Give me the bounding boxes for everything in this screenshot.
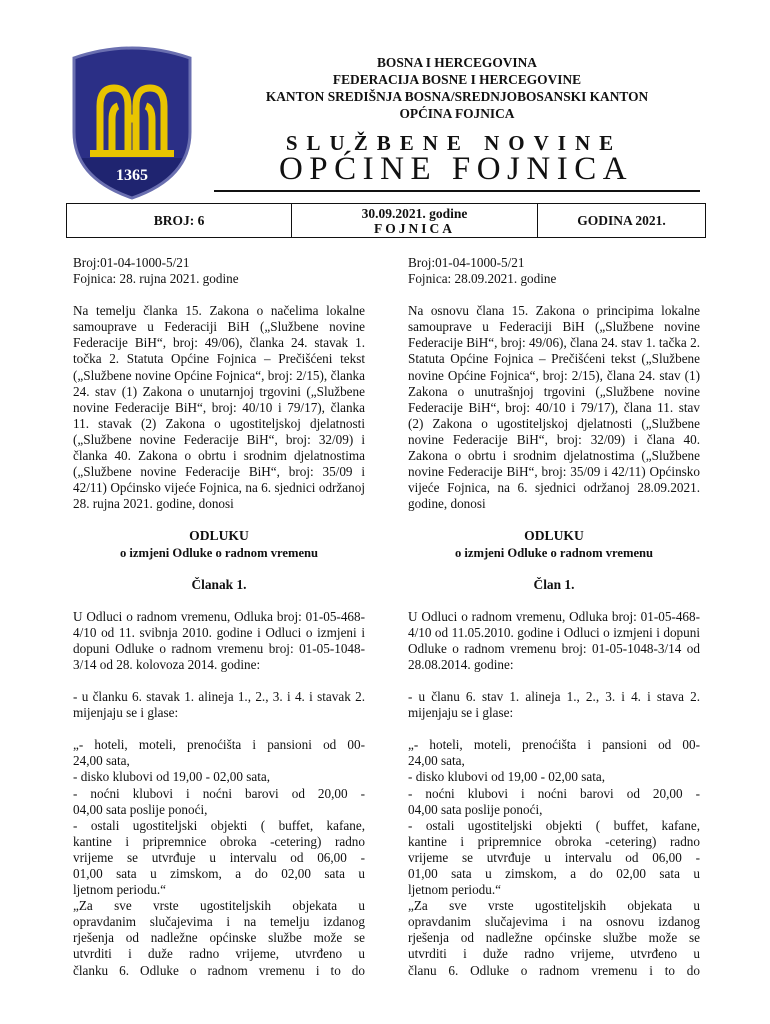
left-place-date: Fojnica: 28. rujna 2021. godine [73, 271, 239, 287]
right-column [408, 255, 700, 979]
left-article-paragraph-1: U Odluci o radnom vremenu, Odluka broj: 01-05-468-4/10 od 11. svibnja 2010. godine i Odluci o izmjeni i dopuni Odluke o radnom vremenu broj: 01-05-1048-3/14 od 28. kolovoza 2014. godine: [73, 608, 365, 672]
right-quote-line: 24,00 sata, [408, 753, 465, 769]
header-line-country: BOSNA I HERCEGOVINA [377, 55, 537, 70]
crest-year: 1365 [116, 167, 148, 184]
left-quote-line: - disko klubovi od 19,00 - 02,00 sata, [73, 769, 271, 785]
right-article-paragraph-1: U Odluci o radnom vremenu, Odluka broj: 01-05-468-4/10 od 11.05.2010. godine i Odluci o izmjeni i dopuni Odluke o radnom vremenu broj: 01-05-1048-3/14 od 28.08.2014. godine: [408, 608, 700, 672]
issue-date: 30.09.2021. godine [361, 205, 468, 221]
header-line-canton: KANTON SREDIŠNJA BOSNA/SREDNJOBOSANSKI KANTON [265, 89, 649, 104]
left-quote-line: ljetnom periodu.“ [73, 882, 167, 898]
left-quote-line: 04,00 sata poslije ponoći, [73, 801, 208, 817]
left-quote-line: „Za sve vrste ugostiteljskih objekata u [73, 898, 365, 914]
left-quote-line: vrijeme se utvrđuje u intervalu od 06,00 - [73, 849, 365, 865]
right-quote-line: 04,00 sata poslije ponoći, [408, 801, 543, 817]
left-quote-line: „- hoteli, moteli, prenoćišta i pansioni od 00- [73, 737, 365, 753]
left-quote-line: opravdanim slučajevima i na temelju izdanog [73, 914, 365, 930]
left-decision-subtitle: o izmjeni Odluke o radnom vremenu [119, 545, 319, 560]
right-article-paragraph-2: - u članu 6. stav 1. alineja 1., 2., 3. i 4. i stava 2. mijenjaju se i glase: [408, 689, 700, 721]
right-quote-line: članu 6. Odluke o radnom vremenu i to do [408, 962, 700, 978]
right-intro-paragraph: Na osnovu člana 15. Zakona o principima lokalne samouprave u Federaciji BiH („Službene novine Federacije BiH“, broj: 49/06), člana 24. stav 1. tačka 2. Statuta Općine Fojnica – Prečišćeni tekst („Službene novine Općine Fojnica“, broj: 2/15), člana 24. stav (1) Zakona o unutrašnjoj trgovini („Službene novine Federacije BiH“, broj: 40/10 i 79/17), člana 11. stav (2) Zakona o ugostiteljskoj djelatnosti („Službene novine Federacije BiH“, broj: 32/09) i člana 40. Zakona o obrtu i srodnim djelatnostima („Službene novine Federacije BiH“, broj: 35/09 i 42/11) Općinsko vijeće Fojnica, na 6. sjednici održanoj 28.09.2021. godine, donosi [408, 303, 700, 512]
header-lines [214, 54, 700, 122]
right-place-date: Fojnica: 28.09.2021. godine [408, 271, 557, 287]
left-quote-line: rješenja od nadležne općinske službe može se [73, 930, 365, 946]
gazette-title-large: OPĆINE FOJNICA [278, 151, 634, 187]
header-rule [214, 190, 700, 192]
right-quote-line: - disko klubovi od 19,00 - 02,00 sata, [408, 769, 606, 785]
left-quoted-text [73, 737, 365, 978]
right-quote-line: - noćni klubovi i noćni barovi od 20,00 - [408, 785, 700, 801]
left-intro-paragraph: Na temelju članka 15. Zakona o načelima lokalne samouprave u Federaciji BiH („Službene novine Federacije BiH“, broj: 49/06), članka 24. stavak 1. točka 2. Statuta Općine Fojnica – Prečišćeni tekst („Službene novine Općine Fojnica“, broj: 2/15), članka 24. stav (1) Zakona o unutarnjoj trgovini („Službene novine Federacije BiH“, broj: 40/10 i 79/17), članka 11. stavak (2) Zakona o ugostiteljskoj djelatnosti („Službene novine Federacije BiH“, broj: 32/09) i članka 40. Zakona o obrtu i srodnim djelatnostima („Službene novine Federacije BiH“, broj: 35/09 i 42/11) Općinsko vijeće Fojnica, na 6. sjednici održanoj 28. rujna 2021. godine, donosi [73, 303, 365, 512]
issue-info-box [66, 203, 706, 238]
right-quote-line: - ostali ugostiteljski objekti ( buffet, kafane, [408, 817, 700, 833]
left-column [73, 255, 365, 979]
right-quote-line: vrijeme se utvrđuje u intervalu od 06,00 - [408, 849, 700, 865]
municipality-crest [66, 40, 198, 200]
right-quote-line: „Za sve vrste ugostiteljskih objekata u [408, 898, 700, 914]
issue-number: BROJ: 6 [67, 204, 292, 237]
left-quote-line: 01,00 sata u zimskom, a do 02,00 sata u [73, 866, 365, 881]
left-quote-line: - noćni klubovi i noćni barovi od 20,00 - [73, 785, 365, 801]
left-quote-line: utvrditi i duže radno vrijeme, utvrđeno u [73, 946, 365, 962]
right-reference-number: Broj:01-04-1000-5/21 [408, 255, 525, 270]
right-quote-line: rješenja od nadležne općinske službe može se [408, 930, 700, 946]
left-quote-line: kantine i pripremnice obroka -cetering) radno [73, 833, 365, 849]
header-line-federation: FEDERACIJA BOSNE I HERCEGOVINE [332, 72, 582, 87]
left-quote-line: - ostali ugostiteljski objekti ( buffet, kafane, [73, 817, 365, 833]
header-line-municipality: OPĆINA FOJNICA [399, 106, 515, 121]
right-article-heading: Član 1. [533, 576, 575, 592]
left-quote-line: 24,00 sata, [73, 753, 130, 769]
issue-year: GODINA 2021. [577, 212, 666, 228]
right-quote-line: utvrditi i duže radno vrijeme, utvrđeno u [408, 946, 700, 962]
left-decision-title: ODLUKU [189, 528, 249, 544]
right-quote-line: ljetnom periodu.“ [408, 882, 502, 898]
right-quote-line: opravdanim slučajevima i na osnovu izdanog [408, 914, 700, 930]
right-quoted-text [408, 737, 700, 978]
gazette-title-small: SLUŽBENE NOVINE [285, 131, 623, 155]
right-quote-line: „- hoteli, moteli, prenoćišta i pansioni od 00- [408, 737, 700, 753]
right-decision-subtitle: o izmjeni Odluke o radnom vremenu [454, 545, 654, 560]
left-article-heading: Članak 1. [191, 576, 247, 592]
left-reference-number: Broj:01-04-1000-5/21 [73, 255, 190, 270]
issue-place: FOJNICA [374, 220, 455, 236]
left-quote-line: članku 6. Odluke o radnom vremenu i to do [73, 962, 365, 978]
right-decision-title: ODLUKU [524, 528, 584, 544]
right-quote-line: kantine i pripremnice obroka -cetering) radno [408, 833, 700, 849]
issue-date-place [292, 204, 538, 237]
right-quote-line: 01,00 sata u zimskom, a do 02,00 sata u [408, 866, 700, 881]
left-article-paragraph-2: - u članku 6. stavak 1. alineja 1., 2., 3. i 4. i stavak 2. mijenjaju se i glase: [73, 689, 365, 721]
